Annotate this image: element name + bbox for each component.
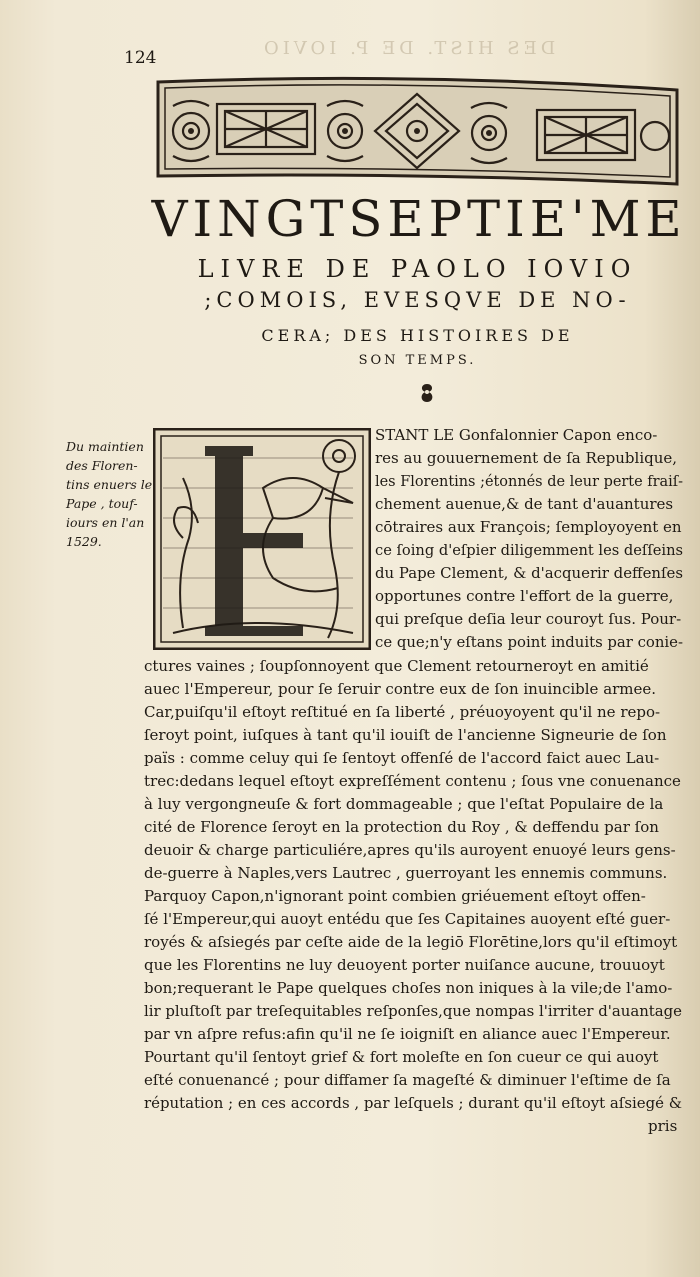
ornamental-headpiece bbox=[155, 76, 680, 186]
text-line: païs : comme celuy qui ſe ſentoyt offenſé de l'accord faict auec Lau- bbox=[144, 749, 660, 767]
bleed-through-text: DES HIST. DE P. IOVIO bbox=[260, 38, 556, 59]
text-line: cité de Florence ſeroyt en la protection du Roy , & deffendu par ſon bbox=[144, 818, 659, 836]
title-line-4: CERA; DES HISTOIRES DE bbox=[261, 326, 574, 345]
text-line: opportunes contre l'effort de la guerre, bbox=[375, 587, 674, 605]
text-line: Parquoy Capon,n'ignorant point combien griéuement eſtoyt offen- bbox=[144, 887, 646, 905]
text-line: ce ſoing d'eſpier diligemment les deſſeins bbox=[375, 541, 683, 559]
text-line: STANT LE Gonfalonnier Capon enco- bbox=[375, 426, 658, 444]
page-number: 124 bbox=[124, 48, 157, 68]
text-line: par vn aſpre refus:afin qu'il ne ſe ioigniſt en aliance auec l'Empereur. bbox=[144, 1025, 671, 1043]
text-line: de-guerre à Naples,vers Lautrec , guerroyant les ennemis communs. bbox=[144, 864, 668, 882]
text-line: du Pape Clement, & d'acquerir deffenſes bbox=[375, 564, 683, 582]
marginal-note bbox=[66, 437, 153, 551]
text-line: res au gouuernement de ſa Republique, bbox=[375, 449, 678, 467]
text-line: trec:dedans lequel eſtoyt expreſſément contenu ; ſous vne conuenance bbox=[144, 772, 681, 790]
text-line: à luy vergongneuſe & fort dommageable ; que l'eſtat Populaire de la bbox=[144, 795, 664, 813]
text-line: que les Florentins ne luy deuoyent porter nuiſance aucune, trouuoyt bbox=[144, 956, 665, 974]
text-line: ſé l'Empereur,qui auoyt entédu que ſes Capitaines auoyent eſté guer- bbox=[144, 910, 671, 928]
title-line-2: LIVRE DE PAOLO IOVIO bbox=[197, 255, 638, 283]
marginal-note-line: iours en l'an bbox=[66, 515, 145, 530]
text-line: Pourtant qu'il ſentoyt grief & fort moleſte en ſon cueur ce qui auoyt bbox=[144, 1048, 659, 1066]
text-line: bon;requerant le Pape quelques choſes non iniques à la vile;de l'amo- bbox=[144, 979, 673, 997]
text-line: auec l'Empereur, pour ſe ſeruir contre eux de ſon inuincible armee. bbox=[144, 680, 657, 698]
text-line: Car,puiſqu'il eſtoyt reſtitué en ſa liberté , préuoyoyent qu'il ne repo- bbox=[144, 703, 661, 721]
text-line: chement auenue,& de tant d'auantures bbox=[375, 495, 674, 513]
text-line: cōtraires aux François; ſemployoyent en bbox=[375, 518, 682, 536]
text-line: ctures vaines ; ſoupſonnoyent que Clement retourneroyt en amitié bbox=[144, 657, 649, 675]
headpiece-ornament-icon bbox=[155, 76, 680, 186]
marginal-note-line: des Floren- bbox=[66, 458, 138, 473]
decorated-initial-e-icon bbox=[153, 428, 371, 650]
text-line: ce que;n'y eſtans point induits par conie- bbox=[375, 633, 683, 651]
marginal-note-line: Du maintien bbox=[66, 439, 144, 454]
text-line: eſté conuenancé ; pour diffamer ſa mageſté & diminuer l'eſtime de ſa bbox=[144, 1071, 671, 1089]
title-line-3: ;COMOIS, EVESQVE DE NO- bbox=[204, 288, 631, 312]
text-line: ſeroyt point, iuſques à tant qu'il iouiſt de l'ancienne Signeurie de ſon bbox=[144, 726, 667, 744]
book-title: VINGTSEPTIE'ME bbox=[151, 190, 687, 248]
text-line: royés & aſsiegés par ceſte aide de la legiō Florētine,lors qu'il eſtimoyt bbox=[144, 933, 678, 951]
text-line: deuoir & charge particuliére,apres qu'ils auroyent enuoyé leurs gens- bbox=[144, 841, 676, 859]
text-line: les Florentins ;étonnés de leur perte fraiſ- bbox=[375, 472, 683, 490]
text-line: lir pluſtoſt par treſequitables reſponſes,que nompas l'irriter d'auantage bbox=[144, 1002, 682, 1020]
marginal-note-line: tins enuers le bbox=[66, 477, 153, 492]
marginal-note-line: 1529. bbox=[66, 534, 102, 549]
title-line-5: SON TEMPS. bbox=[358, 353, 477, 368]
catchword: pris bbox=[648, 1117, 678, 1135]
marginal-note-line: Pape , touf- bbox=[66, 496, 138, 511]
text-line: réputation ; en ces accords , par leſquels ; durant qu'il eſtoyt aſsiegé & bbox=[144, 1094, 682, 1112]
fleuron-icon bbox=[417, 382, 437, 404]
text-line: qui preſque deſia leur couroyt ſus. Pour- bbox=[375, 610, 682, 628]
